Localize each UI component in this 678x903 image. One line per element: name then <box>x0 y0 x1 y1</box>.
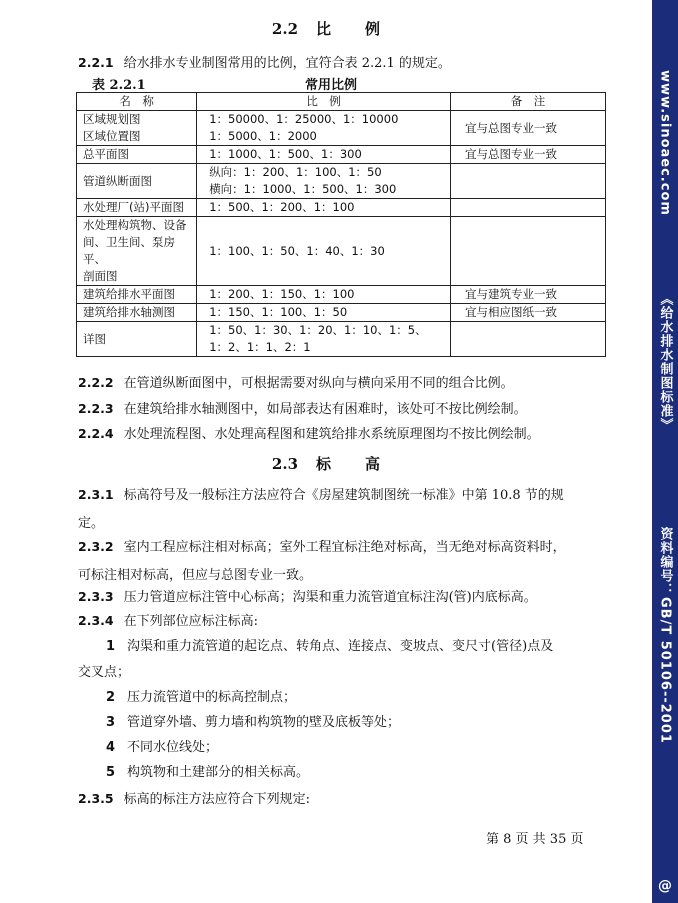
cell-name <box>77 286 197 304</box>
at-icon: @ <box>658 878 672 894</box>
table-row <box>77 304 606 322</box>
standard-title: 《给水排水制图标准》 <box>657 292 673 432</box>
clause-2-3-4: 2.3.4 在下列部位应标注标高: <box>78 613 258 629</box>
cell-scale-line: 横向：1：1000、1：500、1：300 <box>209 182 397 196</box>
table-row <box>77 164 606 199</box>
table-row <box>77 146 606 164</box>
cell-scale <box>197 322 451 357</box>
table-row <box>77 199 606 217</box>
clause-2-3-5: 2.3.5 标高的标注方法应符合下列规定: <box>78 791 310 807</box>
table-body <box>77 111 606 357</box>
side-banner <box>652 0 678 903</box>
cell-name-line: 间、卫生间、泵房平、 <box>83 235 175 266</box>
website-link[interactable]: www.sinoaec.com <box>657 70 673 216</box>
header-note: 备 注 <box>450 93 605 111</box>
cell-name-line: 水处理构筑物、设备 <box>83 218 187 232</box>
list-item-3: 3 管道穿外墙、剪力墙和构筑物的壁及底板等处； <box>106 715 401 730</box>
cell-scale-line: 1：500、1：200、1：100 <box>209 200 355 214</box>
clause-2-3-3: 2.3.3 压力管道应标注管中心标高；沟渠和重力流管道宜标注沟(管)内底标高。 <box>78 589 537 605</box>
cell-scale <box>197 164 451 199</box>
cell-name <box>77 199 197 217</box>
cell-name-line: 剖面图 <box>83 269 118 283</box>
cell-name-line: 建筑给排水平面图 <box>83 287 175 301</box>
cell-name <box>77 322 197 357</box>
cell-note: 宜与总图专业一致 <box>450 146 605 164</box>
cell-note <box>450 199 605 217</box>
cell-scale <box>197 304 451 322</box>
scale-table <box>76 92 606 357</box>
cell-name-line: 详图 <box>83 331 106 346</box>
cell-name <box>77 164 197 199</box>
document-code: 资料编号：GB/T 50106--2001 <box>657 526 673 744</box>
table-header-row <box>77 93 606 111</box>
cell-name <box>77 111 197 146</box>
cell-name-line: 总平面图 <box>83 147 129 161</box>
list-item-1: 1 沟渠和重力流管道的起讫点、转角点、连接点、变坡点、变尺寸(管径)点及 <box>106 639 554 654</box>
table-row <box>77 322 606 357</box>
list-item-5: 5 构筑物和土建部分的相关标高。 <box>106 765 310 780</box>
cell-scale-line: 1：200、1：150、1：100 <box>209 287 355 301</box>
cell-name-line: 水处理厂(站)平面图 <box>83 200 184 214</box>
cell-note: 宜与总图专业一致 <box>450 111 605 146</box>
cell-note <box>450 217 605 286</box>
page-footer: 第 8 页 共 35 页 <box>486 832 584 847</box>
clause-2-3-2: 2.3.2 室内工程应标注相对标高；室外工程宜标注绝对标高，当无绝对标高资料时， 可标注相对标高，但应与总图专业一致。 <box>78 539 566 583</box>
cell-scale <box>197 199 451 217</box>
cell-name-line: 区域规划图 <box>83 112 141 126</box>
list-item-1-continued: 交叉点； <box>78 665 131 680</box>
cell-scale-line: 1：150、1：100、1：50 <box>209 305 348 319</box>
list-item-4: 4 不同水位线处； <box>106 740 219 755</box>
header-scale: 比 例 <box>197 93 451 111</box>
clause-2-3-1: 2.3.1 标高符号及一般标注方法应符合《房屋建筑制图统一标准》中第 10.8 节的规 定。 <box>78 487 564 531</box>
cell-name-line: 管道纵断面图 <box>83 173 152 188</box>
cell-scale-line: 1：2、1：1、2：1 <box>209 340 311 354</box>
cell-scale <box>197 286 451 304</box>
cell-name <box>77 304 197 322</box>
section-heading-2-3: 2.3 标 高 <box>271 455 381 473</box>
table-caption: 表 2.2.1 <box>92 78 146 93</box>
list-item-2: 2 压力流管道中的标高控制点； <box>106 690 297 705</box>
table-row <box>77 111 606 146</box>
cell-scale <box>197 146 451 164</box>
cell-name-line: 建筑给排水轴测图 <box>83 305 175 319</box>
cell-scale-line: 纵向：1：200、1：100、1：50 <box>209 165 382 179</box>
table-row <box>77 286 606 304</box>
cell-name <box>77 217 197 286</box>
cell-note: 宜与相应图纸一致 <box>450 304 605 322</box>
cell-note: 宜与建筑专业一致 <box>450 286 605 304</box>
cell-scale <box>197 111 451 146</box>
clause-2-2-3: 2.2.3 在建筑给排水轴测图中，如局部表达有困难时，该处可不按比例绘制。 <box>78 401 527 417</box>
cell-scale-line: 1：5000、1：2000 <box>209 129 317 143</box>
cell-scale-line: 1：50、1：30、1：20、1：10、1：5、 <box>209 323 427 337</box>
section-heading-2-2: 2.2 比 例 <box>271 20 381 38</box>
clause-2-2-2: 2.2.2 在管道纵断面图中，可根据需要对纵向与横向采用不同的组合比例。 <box>78 375 514 391</box>
cell-scale-line: 1：100、1：50、1：40、1：30 <box>209 243 385 258</box>
cell-name <box>77 146 197 164</box>
cell-scale-line: 1：50000、1：25000、1：10000 <box>209 112 399 126</box>
cell-scale <box>197 217 451 286</box>
clause-2-2-4: 2.2.4 水处理流程图、水处理高程图和建筑给排水系统原理图均不按比例绘制。 <box>78 426 540 442</box>
cell-name-line: 区域位置图 <box>83 129 141 143</box>
header-name: 名 称 <box>77 93 197 111</box>
clause-2-2-1: 2.2.1 给水排水专业制图常用的比例，宜符合表 2.2.1 的规定。 <box>78 55 451 71</box>
cell-note <box>450 164 605 199</box>
table-row <box>77 217 606 286</box>
table-title: 常用比例 <box>305 78 358 93</box>
cell-scale-line: 1：1000、1：500、1：300 <box>209 147 362 161</box>
cell-note <box>450 322 605 357</box>
